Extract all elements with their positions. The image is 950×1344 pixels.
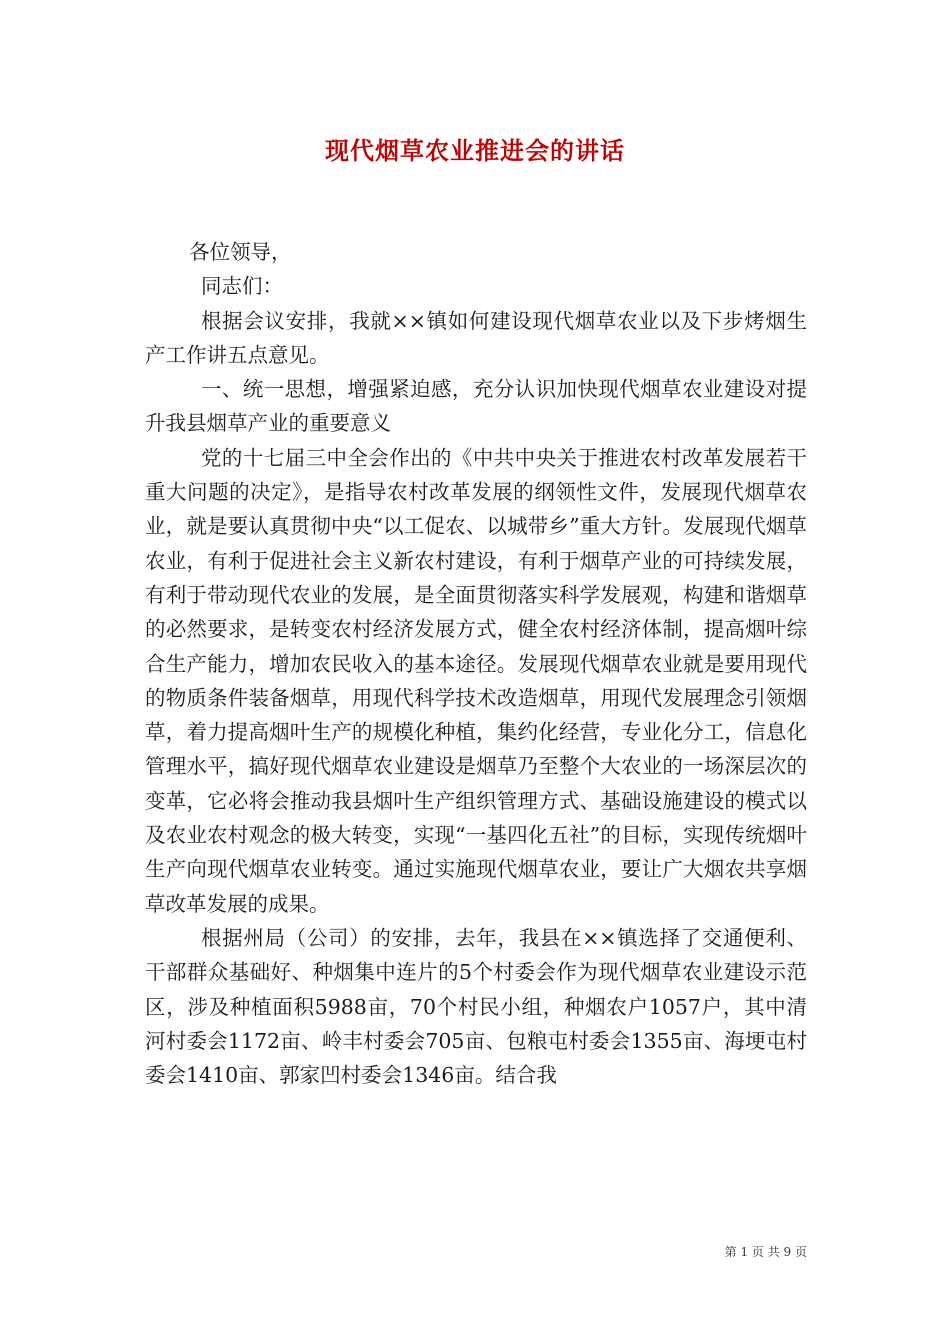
- section-heading-1: 一、统一思想，增强紧迫感，充分认识加快现代烟草农业建设对提升我县烟草产业的重要意义: [145, 377, 807, 436]
- document-body: [145, 235, 807, 1092]
- page-number: 第 1 页 共 9 页: [724, 1245, 807, 1259]
- document-title: 现代烟草农业推进会的讲话: [325, 136, 625, 165]
- paragraph-intro: 根据会议安排，我就××镇如何建设现代烟草农业以及下步烤烟生产工作讲五点意见。: [145, 308, 807, 367]
- paragraph-demo-zone: 根据州局（公司）的安排，去年，我县在××镇选择了交通便利、干部群众基础好、种烟集中连片的5个村委会作为现代烟草农业建设示范区，涉及种植面积5988亩，70个村民小组，种烟农户1057户，其中清河村委会1172亩、岭丰村委会705亩、包粮屯村委会1355亩、海埂屯村委会1410亩、郭家凹村委会1346亩。结合我: [145, 925, 807, 1088]
- greeting-leaders: 各位领导，: [189, 240, 292, 264]
- greeting-comrades: 同志们：: [201, 274, 283, 299]
- paragraph-significance: 党的十七届三中全会作出的《中共中央关于推进农村改革发展若干重大问题的决定》，是指导农村改革发展的纲领性文件，发展现代烟草农业，就是要认真贯彻中央“以工促农、以城带乡”重大方针。发展现代烟草农业，有利于促进社会主义新农村建设，有利于烟草产业的可持续发展，有利于带动现代农业的发展，是全面贯彻落实科学发展观，构建和谐烟草的必然要求，是转变农村经济发展方式，健全农村经济体制，提高烟叶综合生产能力，增加农民收入的基本途径。发展现代烟草农业就是要用现代的物质条件装备烟草，用现代科学技术改造烟草，用现代发展理念引领烟草，着力提高烟叶生产的规模化种植，集约化经营，专业化分工，信息化管理水平，搞好现代烟草农业建设是烟草乃至整个大农业的一场深层次的变革，它必将会推动我县烟叶生产组织管理方式、基础设施建设的模式以及农业农村观念的极大转变，实现“一基四化五社”的目标，实现传统烟叶生产向现代烟草农业转变。通过实施现代烟草农业，要让广大烟农共享烟草改革发展的成果。: [145, 445, 807, 916]
